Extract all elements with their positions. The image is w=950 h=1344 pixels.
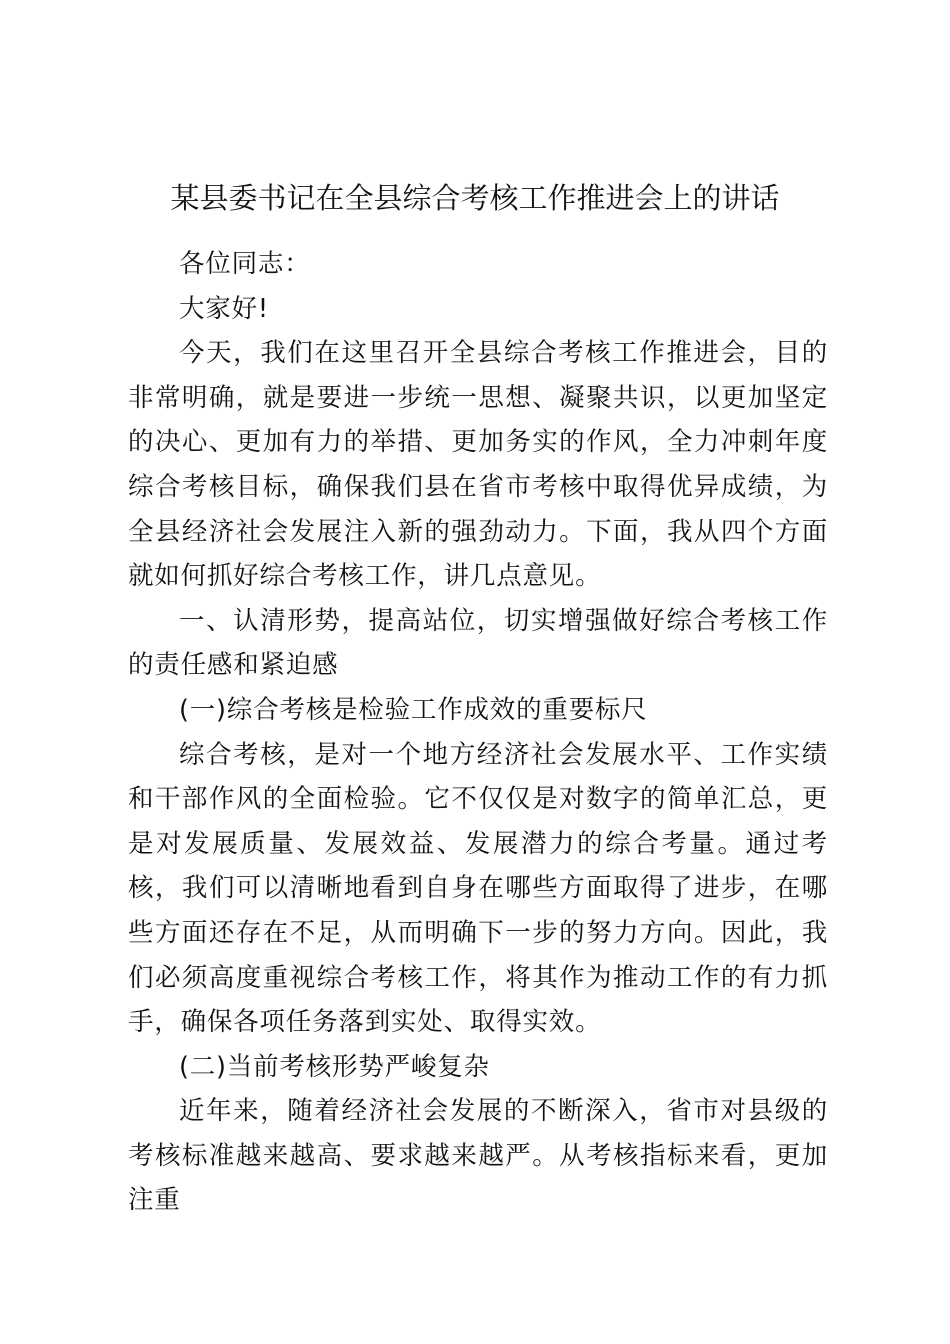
section-heading-1: 一、认清形势，提高站位，切实增强做好综合考核工作的责任感和紧迫感	[128, 605, 828, 681]
intro-paragraph: 今天，我们在这里召开全县综合考核工作推进会，目的非常明确，就是要进一步统一思想、凝聚共识，以更加坚定的决心、更加有力的举措、更加务实的作风，全力冲刺年度综合考核目标，确保我们县在省市考核中取得优异成绩，为全县经济社会发展注入新的强劲动力。下面，我从四个方面就如何抓好综合考核工作，讲几点意见。	[128, 338, 828, 592]
subsection-heading-2: (二)当前考核形势严峻复杂	[179, 1051, 490, 1082]
document-title: 某县委书记在全县综合考核工作推进会上的讲话	[170, 181, 780, 215]
salutation: 各位同志：	[179, 249, 311, 279]
document-body	[128, 242, 828, 1223]
body-paragraph-2: 近年来，随着经济社会发展的不断深入，省市对县级的考核标准越来越高、要求越来越严。从考核指标来看，更加注重	[128, 1096, 828, 1216]
subsection-heading-1: (一)综合考核是检验工作成效的重要标尺	[179, 694, 648, 725]
body-paragraph-1: 综合考核，是对一个地方经济社会发展水平、工作实绩和干部作风的全面检验。它不仅仅是对数字的简单汇总，更是对发展质量、发展效益、发展潜力的综合考量。通过考核，我们可以清晰地看到自身在哪些方面取得了进步，在哪些方面还存在不足，从而明确下一步的努力方向。因此，我们必须高度重视综合考核工作，将其作为推动工作的有力抓手，确保各项任务落到实处、取得实效。	[128, 739, 828, 1038]
greeting: 大家好!	[179, 293, 269, 324]
